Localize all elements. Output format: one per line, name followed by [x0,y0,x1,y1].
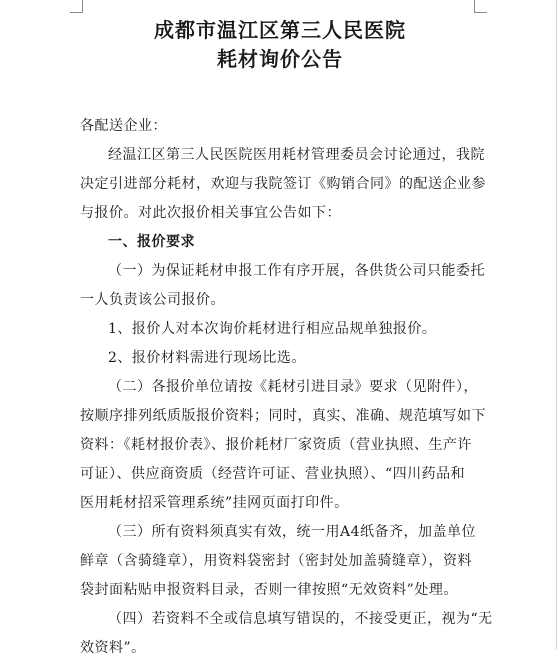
paragraph-line: 1、报价人对本次询价耗材进行相应品规单独报价。 [108,321,437,337]
paragraph-line: 效资料”。 [80,640,146,656]
paragraph-line: （二）各报价单位请按《耗材引进目录》要求（见附件）， [108,379,478,395]
page-corner-mark-right [474,0,487,13]
document-page [80,16,493,656]
paragraph-line: 鲜章（含骑缝章），用资料袋密封（密封处加盖骑缝章），资料 [80,553,472,569]
paragraph-line: 可证）、供应商资质（经营许可证、营业执照）、“四川药品和 [80,466,466,482]
paragraph-line: 医用耗材招采管理系统”挂网页面打印件。 [80,495,349,511]
salutation: 各配送企业： [80,118,167,134]
paragraph-line: 与报价。对此次报价相关事宜公告如下： [80,205,341,221]
document-title-line1: 成都市温江区第三人民医院 [154,18,406,42]
paragraph-line: 决定引进部分耗材，欢迎与我院签订《购销合同》的配送企业参 [80,176,486,192]
paragraph-line: （四）若资料不全或信息填写错误的，不接受更正，视为“无 [108,611,493,627]
section-heading: 一、报价要求 [108,234,195,250]
paragraph-line: 一人负责该公司报价。 [80,292,225,308]
paragraph-line: 2、报价材料需进行现场比选。 [108,350,306,366]
document-title-line2: 耗材询价公告 [217,47,343,71]
paragraph-line: 袋封面粘贴申报资料目录，否则一律按照“无效资料”处理。 [80,582,458,598]
paragraph-line: （一）为保证耗材申报工作有序开展，各供货公司只能委托 [108,263,485,279]
paragraph-line: 资料：《耗材报价表》、报价耗材厂家资质（营业执照、生产许 [80,437,472,453]
page-corner-mark-left [70,0,83,13]
paragraph-line: 按顺序排列纸质版报价资料；同时，真实、准确、规范填写如下 [80,408,486,424]
paragraph-line: （三）所有资料须真实有效，统一用A4纸备齐，加盖单位 [108,524,477,540]
paragraph-line: 经温江区第三人民医院医用耗材管理委员会讨论通过，我院 [108,147,485,163]
